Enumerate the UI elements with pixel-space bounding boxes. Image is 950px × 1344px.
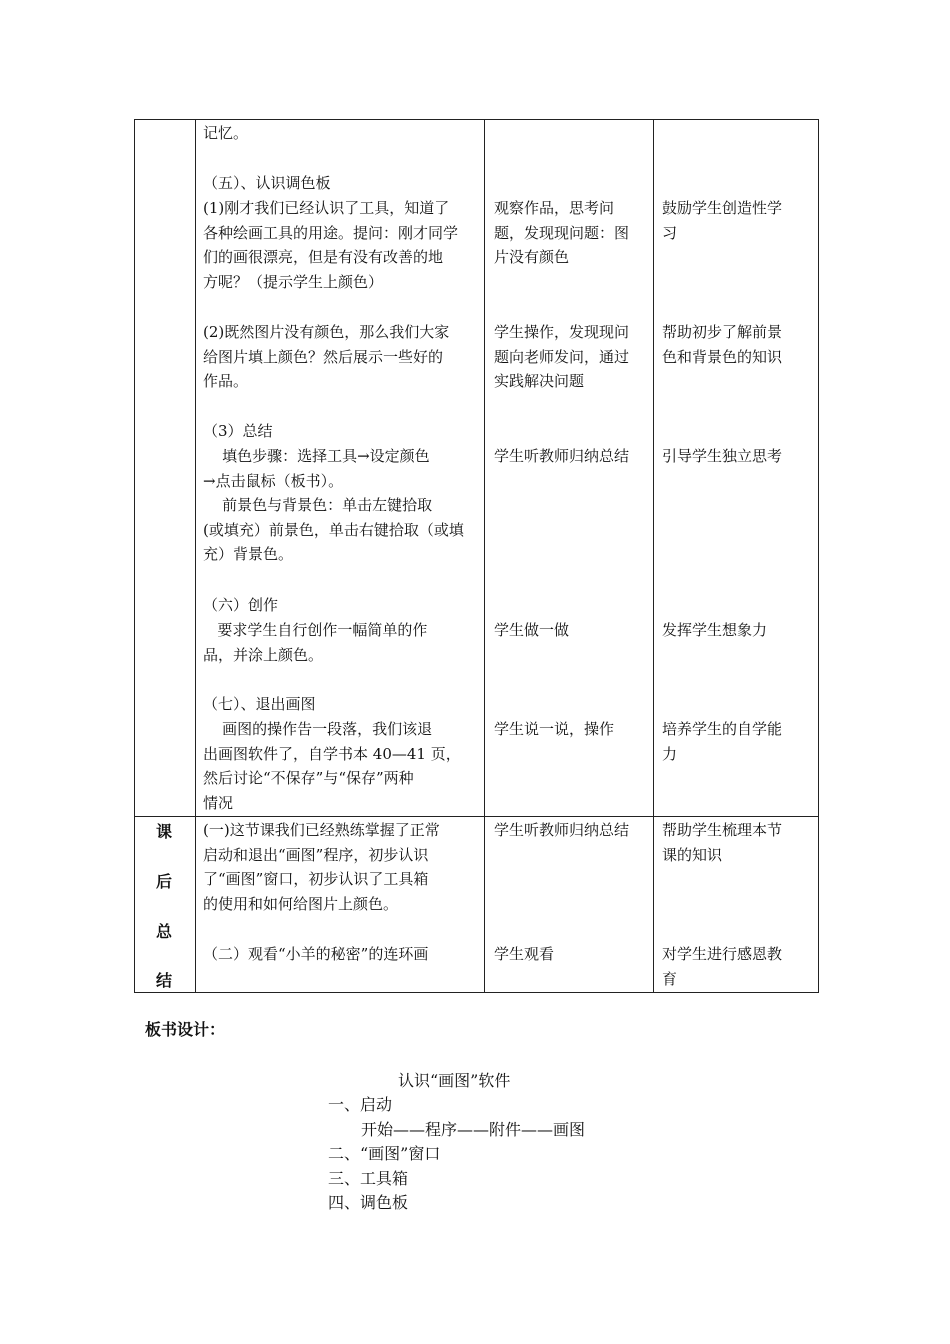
- board-line-4: 四、调色板: [328, 1193, 409, 1212]
- summary-label-char-3: 总: [156, 922, 173, 941]
- section-7-body: 画图的操作告一段落，我们该退 出画图软件了，自学书本 40—41 页， 然后讨论“不保存”与“保存”两种 情况: [203, 720, 461, 812]
- board-line-1-sub: 开始——程序——附件——画图: [361, 1120, 586, 1139]
- section-5-step-2-student: 学生操作，发现现问 题向老师发问，通过 实践解决问题: [494, 323, 630, 391]
- section-5-summary-student: 学生听教师归纳总结: [494, 447, 630, 465]
- table-border-top: [134, 119, 819, 120]
- summary-label-char-2: 后: [156, 872, 173, 891]
- section-6-body: 要求学生自行创作一幅简单的作 品，并涂上颜色。: [203, 621, 428, 664]
- board-design-heading: 板书设计：: [145, 1020, 226, 1039]
- section-5-step-1-student: 观察作品，思考问 题，发现现问题：图 片没有颜色: [494, 199, 630, 267]
- section-5-step-1: (1)刚才我们已经认识了工具，知道了 各种绘画工具的用途。提问：刚才同学 们的画很漂亮，但是有没有改善的地 方呢？（提示学生上颜色）: [203, 199, 459, 291]
- section-7-purpose: 培养学生的自学能 力: [662, 720, 783, 763]
- section-5-step-2-purpose: 帮助初步了解前景 色和背景色的知识: [662, 323, 783, 366]
- board-line-3: 三、工具箱: [328, 1169, 409, 1188]
- table-col-divider-3: [653, 119, 654, 993]
- section-5-step-2: (2)既然图片没有颜色，那么我们大家 给图片填上颜色？然后展示一些好的 作品。: [203, 323, 450, 391]
- board-line-2: 二、“画图”窗口: [328, 1144, 441, 1163]
- section-7-title: （七）、退出画图: [203, 695, 316, 713]
- summary-label-char-1: 课: [156, 822, 173, 841]
- summary-point-1-purpose: 帮助学生梳理本节 课的知识: [662, 821, 783, 864]
- table-border-right: [818, 119, 819, 993]
- memory-text: 记忆。: [203, 124, 249, 142]
- table-col-divider-1: [195, 119, 196, 993]
- section-5-step-1-purpose: 鼓励学生创造性学 习: [662, 199, 783, 242]
- section-5-summary-purpose: 引导学生独立思考: [662, 447, 783, 465]
- summary-point-2-student: 学生观看: [494, 945, 555, 963]
- section-6-student: 学生做一做: [494, 621, 570, 639]
- section-6-purpose: 发挥学生想象力: [662, 621, 768, 639]
- section-5-summary-fill-steps: 填色步骤：选择工具→设定颜色 →点击鼠标（板书）。: [203, 447, 430, 490]
- board-title: 认识“画图”软件: [398, 1071, 511, 1090]
- lesson-table: [134, 119, 819, 993]
- summary-point-2-purpose: 对学生进行感恩教 育: [662, 945, 783, 988]
- summary-point-1: (一)这节课我们已经熟练掌握了正常 启动和退出“画图”程序，初步认识 了“画图”窗口，初步认识了工具箱 的使用和如何给图片上颜色。: [203, 821, 440, 913]
- board-line-1: 一、启动: [328, 1095, 393, 1114]
- summary-point-1-student: 学生听教师归纳总结: [494, 821, 630, 839]
- section-5-summary-title: （3）总结: [203, 422, 273, 440]
- summary-label-char-4: 结: [156, 971, 173, 990]
- table-col-divider-2: [484, 119, 485, 993]
- table-border-left: [134, 119, 135, 993]
- section-5-title: （五）、认识调色板: [203, 174, 331, 192]
- section-5-summary-colors: 前景色与背景色：单击左键拾取 (或填充）前景色，单击右键拾取（或填 充）背景色。: [203, 496, 464, 564]
- section-6-title: （六）创作: [203, 596, 279, 614]
- table-row-divider: [134, 816, 819, 817]
- summary-point-2: （二）观看“小羊的秘密”的连环画: [203, 945, 429, 963]
- table-border-bottom: [134, 992, 819, 993]
- section-7-student: 学生说一说，操作: [494, 720, 615, 738]
